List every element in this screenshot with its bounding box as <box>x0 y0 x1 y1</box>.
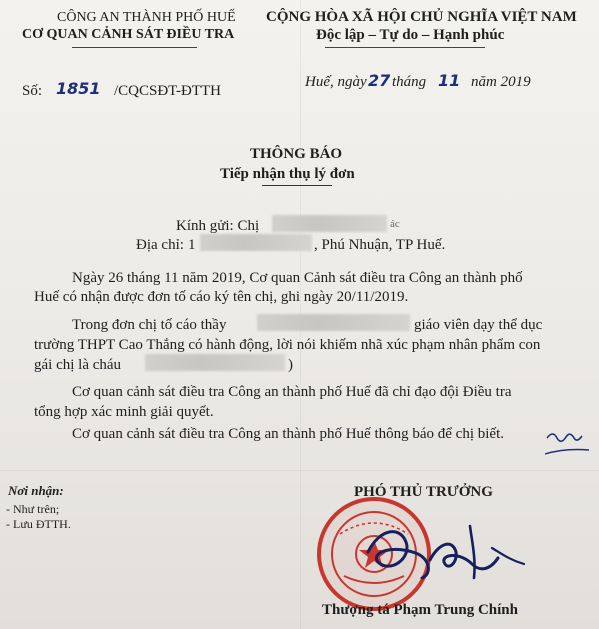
agency-underline <box>72 47 197 48</box>
date-prefix: Huế, ngày <box>305 74 367 90</box>
body-p3-line1: Cơ quan cảnh sát điều tra Công an thành phố Huế đã chỉ đạo đội Điều tra <box>72 384 512 400</box>
address-suffix: , Phú Nhuận, TP Huế. <box>314 237 446 253</box>
redacted-daughter-name <box>145 354 285 371</box>
document-subtitle: Tiếp nhận thụ lý đơn <box>220 166 355 182</box>
body-p1-line2: Huế có nhận được đơn tố cáo ký tên chị, ghi ngày 20/11/2019. <box>34 289 409 305</box>
redacted-name <box>272 215 387 232</box>
recipients-heading: Nơi nhận: <box>8 483 64 498</box>
agency-parent: CÔNG AN THÀNH PHỐ HUẾ <box>57 10 236 25</box>
signer-position: PHÓ THỦ TRƯỞNG <box>354 484 493 500</box>
doc-number-suffix: /CQCSĐT-ĐTTH <box>114 83 221 99</box>
handwritten-signature <box>360 518 530 588</box>
recipients-item-1: - Như trên; <box>6 502 60 516</box>
nation-motto: Độc lập – Tự do – Hạnh phúc <box>316 27 505 43</box>
doc-number-label: Số: <box>22 83 43 99</box>
date-month-handwritten: 11 <box>438 71 461 90</box>
motto-underline <box>325 47 485 48</box>
body-p1-line1: Ngày 26 tháng 11 năm 2019, Cơ quan Cảnh sát điều tra Công an thành phố <box>72 270 523 286</box>
recipients-item-2: - Lưu ĐTTH. <box>6 517 71 531</box>
date-year: năm 2019 <box>471 74 531 90</box>
body-p2-line3a: gái chị là cháu <box>34 357 122 373</box>
body-p2-line1a: Trong đơn chị tố cáo thầy <box>72 317 227 333</box>
body-p2-line3b: ) <box>288 357 293 373</box>
body-p4-line1: Cơ quan cảnh sát điều tra Công an thành phố Huế thông báo để chị biết. <box>72 426 504 442</box>
recipient-name-tail: ác <box>390 218 400 230</box>
redacted-address <box>200 234 312 251</box>
document-title: THÔNG BÁO <box>250 146 343 162</box>
date-day-handwritten: 27 <box>368 71 391 90</box>
redacted-teacher-name <box>257 314 410 331</box>
date-month-label: tháng <box>392 74 427 90</box>
paper-fold-horizontal <box>0 470 599 471</box>
body-p2-line1b: giáo viên dạy thể dục <box>414 317 543 333</box>
address-prefix: 1 <box>188 237 196 253</box>
handwritten-mark <box>545 428 590 458</box>
subtitle-underline <box>262 185 332 186</box>
recipient-label: Kính gửi: Chị <box>176 218 260 234</box>
address-label: Địa chỉ: <box>136 237 184 253</box>
body-p2-line2: trường THPT Cao Thắng có hành động, lời nói khiếm nhã xúc phạm nhân phẩm con <box>34 337 541 353</box>
agency-name: CƠ QUAN CẢNH SÁT ĐIỀU TRA <box>22 27 235 42</box>
doc-number-handwritten: 1851 <box>56 79 101 98</box>
body-p3-line2: tổng hợp xác minh giải quyết. <box>34 404 214 420</box>
nation-title: CỘNG HÒA XÃ HỘI CHỦ NGHĨA VIỆT NAM <box>266 9 577 25</box>
signer-name: Thượng tá Phạm Trung Chính <box>322 602 518 618</box>
